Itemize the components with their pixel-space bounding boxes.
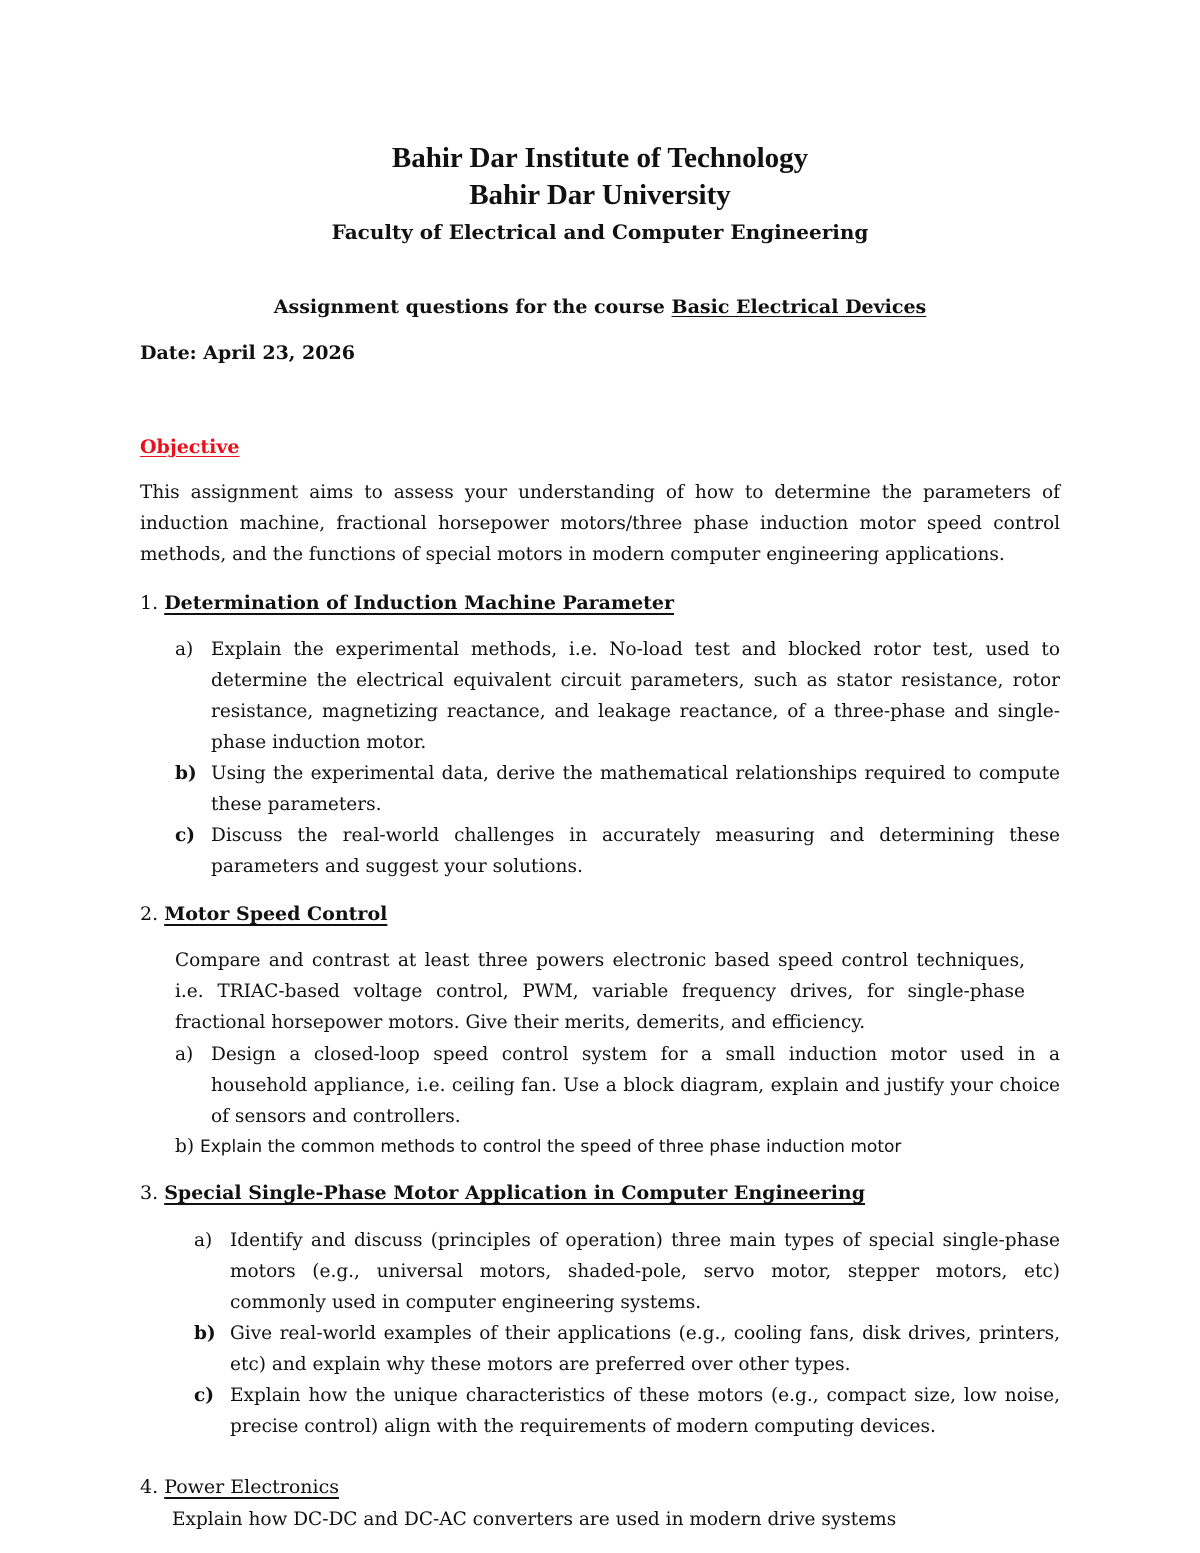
section-number: 3.: [140, 1182, 159, 1204]
item-text: Identify and discuss (principles of operation) three main types of special single-phase motors (e.g., universal motors, shaded-pole, servo motor, stepper motors, etc) commonly used in computer engineering systems.: [230, 1230, 1060, 1313]
item-label: a): [194, 1230, 213, 1251]
item-text: Give real-world examples of their applications (e.g., cooling fans, disk drives, printers, etc) and explain why these motors are preferred over other types.: [230, 1323, 1060, 1375]
item-label: a): [175, 1044, 194, 1065]
item-text: Explain the common methods to control the speed of three phase induction motor: [199, 1137, 902, 1157]
item-text: Using the experimental data, derive the mathematical relationships required to compute these parameters.: [211, 763, 1060, 815]
list-item: [175, 1039, 1060, 1132]
university-name: Bahir Dar University: [469, 179, 731, 211]
item-text: Explain how the unique characteristics of these motors (e.g., compact size, low noise, precise control) align with the requirements of modern computing devices.: [230, 1385, 1060, 1437]
item-label: b): [194, 1323, 216, 1344]
section-title: Determination of Induction Machine Parameter: [164, 592, 675, 614]
section-number: 4.: [140, 1476, 159, 1498]
section-title: Motor Speed Control: [164, 903, 388, 925]
item-label: a): [175, 639, 194, 660]
section-2-intro: Compare and contrast at least three powers electronic based speed control techniques, i.e. TRIAC-based voltage control, PWM, variable frequency drives, for single-phase fractional horsepower motors. Give their merits, demerits, and efficiency.: [175, 950, 1025, 1033]
section-number: 2.: [140, 903, 159, 925]
objective-heading: Objective: [140, 436, 240, 458]
course-name: Basic Electrical Devices: [671, 296, 927, 318]
title-block: [0, 140, 1200, 248]
section-2-heading: [140, 899, 387, 929]
section-3-heading: [140, 1178, 865, 1208]
section-1-heading: [140, 588, 674, 618]
assignment-line: [0, 292, 1200, 322]
list-item: [175, 1131, 1060, 1163]
section-number: 1.: [140, 592, 159, 614]
item-text: Discuss the real-world challenges in accurately measuring and determining these parameters and suggest your solutions.: [211, 825, 1060, 877]
institute-name: Bahir Dar Institute of Technology: [391, 142, 809, 174]
item-text: Design a closed-loop speed control system for a small induction motor used in a household appliance, i.e. ceiling fan. Use a block diagram, explain and justify your choice of sensors and controllers.: [211, 1044, 1060, 1127]
item-label: b): [175, 763, 197, 784]
faculty-name: Faculty of Electrical and Computer Engineering: [331, 220, 869, 244]
item-label: c): [194, 1385, 215, 1406]
item-label: c): [175, 825, 196, 846]
section-4-intro: [172, 1504, 1052, 1535]
objective-text: This assignment aims to assess your understanding of how to determine the parameters of induction machine, fractional horsepower motors/three phase induction motor speed control methods, and the functions of special motors in modern computer engineering applications.: [140, 482, 1060, 565]
assignment-prefix: Assignment questions for the course: [273, 296, 665, 318]
list-item: [175, 820, 1060, 882]
section-title: Special Single-Phase Motor Application in Computer Engineering: [164, 1182, 866, 1204]
list-item: [175, 634, 1060, 758]
item-label: b): [175, 1136, 195, 1157]
section-4-heading: [140, 1472, 339, 1502]
list-item: [194, 1225, 1060, 1318]
list-item: [194, 1380, 1060, 1442]
assignment-date: Date: April 23, 2026: [140, 342, 355, 364]
item-text: Explain how DC-DC and DC-AC converters are used in modern drive systems: [172, 1509, 897, 1530]
list-item: [175, 758, 1060, 820]
item-text: Explain the experimental methods, i.e. No-load test and blocked rotor test, used to determine the electrical equivalent circuit parameters, such as stator resistance, rotor resistance, magnetizing reactance, and leakage reactance, of a three-phase and single-phase induction motor.: [211, 639, 1060, 753]
section-title: Power Electronics: [164, 1476, 339, 1498]
list-item: [194, 1318, 1060, 1380]
